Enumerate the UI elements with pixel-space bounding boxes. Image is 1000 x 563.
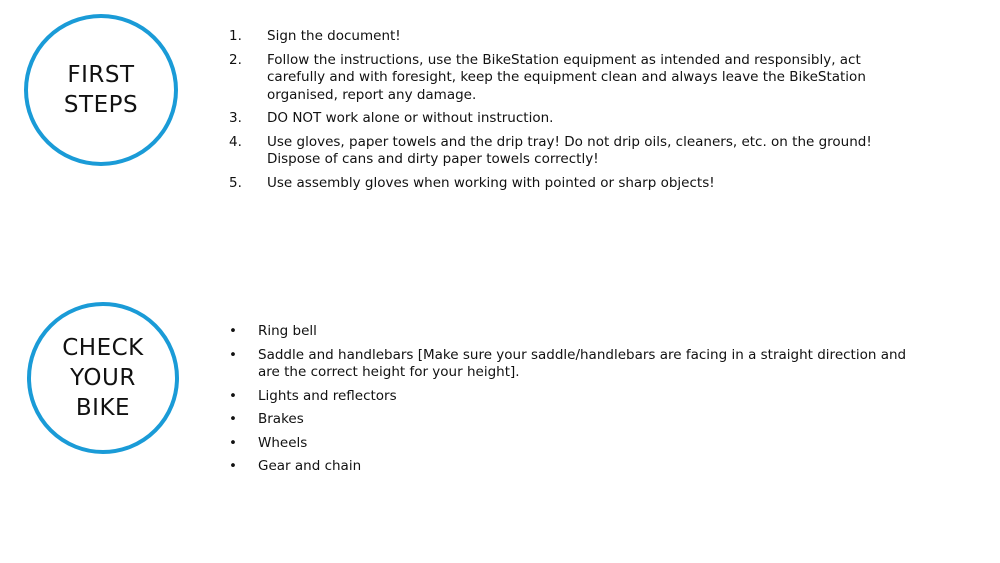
check-bike-title-line-3: BIKE xyxy=(75,395,131,421)
list-item xyxy=(229,28,889,46)
list-item-text: Wheels xyxy=(258,434,308,451)
bullet-icon: • xyxy=(229,411,237,427)
list-item-number: 1. xyxy=(229,28,242,44)
list-item xyxy=(229,323,919,341)
list-item-number: 5. xyxy=(229,174,242,191)
list-item-number: 4. xyxy=(229,133,242,150)
first-steps-title-line-1: FIRST xyxy=(67,62,135,88)
list-item-text: DO NOT work alone or without instruction. xyxy=(267,110,554,126)
list-item xyxy=(229,110,889,128)
list-item-text: Use gloves, paper towels and the drip tray! Do not drip oils, cleaners, etc. on the ground! Dispose of cans and dirty paper towels correctly! xyxy=(267,133,872,167)
check-bike-list xyxy=(229,323,919,482)
list-item-text: Follow the instructions, use the BikeStation equipment as intended and responsibly, act carefully and with foresight, keep the equipment clean and always leave the BikeStation organised, report any damage. xyxy=(267,51,866,103)
check-your-bike-circle xyxy=(27,302,179,454)
list-item xyxy=(229,458,919,476)
bullet-icon: • xyxy=(229,458,237,474)
list-item xyxy=(229,134,889,169)
first-steps-list xyxy=(229,28,889,198)
check-bike-title-line-1: CHECK xyxy=(62,335,144,361)
list-item-number: 2. xyxy=(229,51,242,68)
list-item-text: Lights and reflectors xyxy=(258,387,397,404)
list-item xyxy=(229,435,919,453)
list-item xyxy=(229,411,919,429)
list-item-text: Saddle and handlebars [Make sure your saddle/handlebars are facing in a straight direction and are the correct height for your height]. xyxy=(258,346,907,380)
first-steps-circle xyxy=(24,14,178,166)
first-steps-title-line-2: STEPS xyxy=(63,92,139,118)
list-item xyxy=(229,52,889,105)
list-item xyxy=(229,175,889,193)
bullet-icon: • xyxy=(229,434,237,451)
list-item-number: 3. xyxy=(229,110,242,126)
list-item-text: Brakes xyxy=(258,411,304,427)
list-item-text: Use assembly gloves when working with pointed or sharp objects! xyxy=(267,174,715,191)
list-item xyxy=(229,388,919,406)
list-item-text: Gear and chain xyxy=(258,458,362,474)
bullet-icon: • xyxy=(229,387,237,404)
bullet-icon: • xyxy=(229,346,237,363)
list-item xyxy=(229,347,919,382)
list-item-text: Sign the document! xyxy=(267,28,401,44)
list-item-text: Ring bell xyxy=(258,323,317,339)
check-bike-title-line-2: YOUR xyxy=(70,365,136,391)
bullet-icon: • xyxy=(229,323,237,339)
